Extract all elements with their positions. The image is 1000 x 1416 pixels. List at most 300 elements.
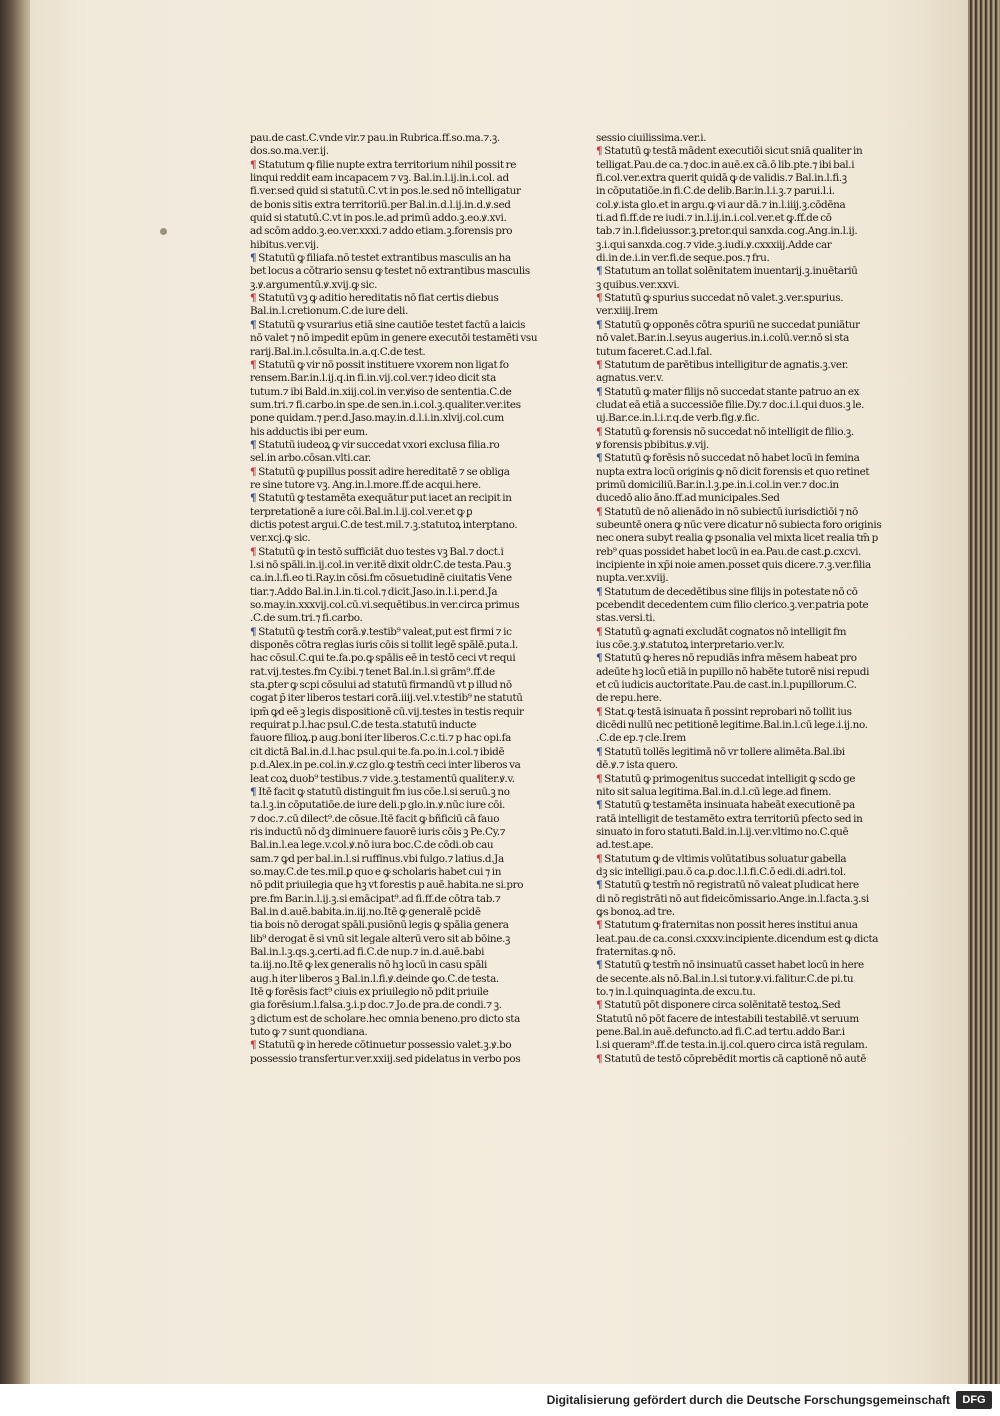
text-line-content: Statutū ꝙ forensis nō succedat nō intelligit de filio.ꝫ. xyxy=(604,425,854,438)
text-line xyxy=(596,692,914,705)
text-line-content: Statutum de decedētibus sine filijs in potestate nō cō xyxy=(604,585,858,598)
text-line-content: cogat p̄ iter liberos testari corā.iiij.vel.v.testib⁹ ne statutū xyxy=(250,692,523,705)
text-line xyxy=(250,132,545,145)
text-line xyxy=(596,292,914,305)
text-line-content: quid si statutū.C.vt in pos.le.ad primū addo.ꝫ.eo.ꝟ.xvi. xyxy=(250,212,507,225)
blue-paragraph-mark-icon: ¶ xyxy=(596,799,603,812)
text-line-content: Bal.in.l.ea lege.v.col.ꝟ.nō iura boc.C.de cōdi.ob cau xyxy=(250,839,494,852)
text-line-content: fraternitas.ꝙ nō. xyxy=(596,945,676,958)
text-line-content: hac cōsul.C.qui te.fa.po.ꝙ spālis eē in testō ceci vt requi xyxy=(250,652,516,665)
text-line-content: Bal.in.l.ꝫ.qs.ꝫ.certi.ad fi.C.de nup.⁊ in.d.auē.babi xyxy=(250,945,485,958)
text-line-content: primū domiciliū.Bar.in.l.ꝫ.pe.in.i.col.in ver.⁊ doc.in xyxy=(596,478,839,491)
text-line xyxy=(250,506,545,519)
text-line xyxy=(596,559,914,572)
text-line-content: rat.vij.testes.fm Cy.ibi.⁊ tenet Bal.in.l.si grām⁹.ff.de xyxy=(250,665,495,678)
text-line xyxy=(250,492,545,505)
text-line-content: fi.ver.sed quid si statutū.C.vt in pos.le.sed nō intelligatur xyxy=(250,185,521,198)
text-line xyxy=(596,359,914,372)
text-line xyxy=(250,1039,545,1052)
red-paragraph-mark-icon: ¶ xyxy=(596,772,603,785)
text-line xyxy=(596,452,914,465)
text-line-content: sessio ciuilissima.ver.i. xyxy=(596,132,707,144)
blue-paragraph-mark-icon: ¶ xyxy=(250,625,257,638)
red-paragraph-mark-icon: ¶ xyxy=(596,292,603,305)
text-line xyxy=(596,412,914,425)
text-line xyxy=(596,346,914,359)
text-line-content: ratā intelligit de testamēto extra territoriū pfecto sed in xyxy=(596,812,863,825)
blue-paragraph-mark-icon: ¶ xyxy=(250,438,257,451)
text-line-content: de secente.als nō.Bal.in.l.si tutor.ꝟ.vi.falitur.C.de pi.tu xyxy=(596,972,854,985)
text-line xyxy=(250,412,545,425)
text-line xyxy=(250,466,545,479)
text-line xyxy=(250,599,545,612)
text-line-content: ꝫ.i.qui sanxda.cog.⁊ vide.ꝫ.iudi.ꝟ.cxxxiij.Adde car xyxy=(596,238,832,251)
text-line xyxy=(250,519,545,532)
text-line-content: Statutū ꝙ filiafa.nō testet extrantibus masculis an ha xyxy=(258,252,511,265)
text-line-content: fauore filioꝝ.p aug.boni iter liberos.C.c.ti.⁊ p hac opi.fa xyxy=(250,732,511,745)
text-line xyxy=(596,759,914,772)
text-line xyxy=(250,252,545,265)
text-line-content: to.⁊ in.l.quinquaginta.de excu.tu. xyxy=(596,986,756,998)
red-paragraph-mark-icon: ¶ xyxy=(250,545,257,558)
text-line xyxy=(250,532,545,545)
text-line-content: Statutū ꝙ opponēs cōtra spuriū ne succedat puniātur xyxy=(604,318,860,331)
text-line xyxy=(596,1039,914,1052)
text-line xyxy=(250,265,545,278)
text-line-content: dictis potest argui.C.de test.mil.⁊.ꝫ.statutoꝝ interptano. xyxy=(250,518,518,531)
text-line xyxy=(250,185,545,198)
text-line xyxy=(250,679,545,692)
text-line xyxy=(596,679,914,692)
text-line-content: Statutū ꝙ forēsis nō succedat nō habet locū in femina xyxy=(604,452,860,465)
text-line-content: in cōputatiōe.in fi.C.de delib.Bar.in.l.i.ꝫ.⁊ parui.l.i. xyxy=(596,185,835,198)
blue-paragraph-mark-icon: ¶ xyxy=(596,385,603,398)
text-line xyxy=(596,239,914,252)
text-line xyxy=(596,799,914,812)
text-line-content: Statutum ꝙ fraternitas non possit heres institui anua xyxy=(604,919,858,932)
text-line xyxy=(250,559,545,572)
text-line xyxy=(596,599,914,612)
text-line-content: cludat eā etiā a successiōe filie.Dy.⁊ doc.i.l.qui duos.ꝫ le. xyxy=(596,398,865,411)
text-column-left xyxy=(250,132,545,1066)
text-line xyxy=(250,1053,545,1066)
text-line-content: Statutū ꝙ vir nō possit instituere vxorem non ligat fo xyxy=(258,358,509,371)
text-line-content: subeuntē onera ꝙ nūc vere dicatur nō subiecta foro originis xyxy=(596,518,882,531)
text-line-content: Statutū ꝙ testā mādent executiōi sicut sniā qualiter in xyxy=(604,145,863,158)
text-line xyxy=(250,986,545,999)
text-line-content: tuto ꝙ ⁊ sunt quondiana. xyxy=(250,1026,368,1039)
text-line-content: ꝟ forensis pbibitus.ꝟ.vij. xyxy=(596,438,709,451)
text-line-content: adeūte hꝫ locū etiā in pupillo nō habēte tutorē nisi repudi xyxy=(596,665,870,678)
text-line xyxy=(596,586,914,599)
text-line-content: lib⁹ derogat ē si vnū sit legale alterū vero sit ab bōine.ꝫ xyxy=(250,932,510,945)
text-line xyxy=(250,692,545,705)
text-line xyxy=(250,999,545,1012)
adjacent-page-edge xyxy=(970,0,1000,1384)
text-line-content: ad.test.ape. xyxy=(596,839,654,852)
text-line-content: requirat p.l.hac psul.C.de testa.statutū inducte xyxy=(250,719,477,732)
text-line xyxy=(250,973,545,986)
text-line-content: nō valet ⁊ nō impedit epūm in genere executōi testamēti vsu xyxy=(250,332,538,345)
text-line-content: l.si queram⁹.ff.de testa.in.ij.col.quero circa istā regulam. xyxy=(596,1039,868,1052)
text-line-content: ris inductū nō dꝫ diminuere fauorē iuris cōis ꝫ Pe.Cy.⁊ xyxy=(250,825,506,838)
text-line-content: disponēs cōtra reglas iuris cōis si tollit legē spālē.puta.l. xyxy=(250,639,518,652)
text-line xyxy=(596,279,914,292)
text-line-content: ipm̄ ꝙd eē ꝫ legis dispositionē cū.vij.testes in testis requir xyxy=(250,705,524,718)
text-line xyxy=(250,666,545,679)
text-line-content: reb⁹ quas possidet habet locū in ea.Pau.de cast.ꝑ.cxcvi. xyxy=(596,545,862,558)
text-line-content: ꝫ quibus.ver.xxvi. xyxy=(596,278,680,291)
text-line-content: ⁊ doc.⁊.cū dilect⁹.de cōsue.Itē facit ꝙ bñficiū cā fauo xyxy=(250,812,500,825)
text-line-content: gia forēsium.l.falsa.ꝫ.i.p doc.⁊ Jo.de pra.de condi.⁊ ꝫ. xyxy=(250,999,502,1012)
text-line xyxy=(250,706,545,719)
text-line-content: Statutū ꝙ pupillus possit adire hereditatē ⁊ se obliga xyxy=(258,465,510,478)
text-line xyxy=(596,212,914,225)
text-line-content: sel.in arbo.cōsan.vlti.car. xyxy=(250,452,371,465)
red-paragraph-mark-icon: ¶ xyxy=(596,919,603,932)
text-line-content: Statutū ꝙ testm̄ nō registratū nō valeat pIudicat here xyxy=(604,879,859,892)
text-line xyxy=(596,893,914,906)
text-line-content: ꝙs bonoꝝ.ad tre. xyxy=(596,905,675,918)
text-line xyxy=(250,546,545,559)
text-line-content: nupta extra locū originis ꝙ nō dicit forensis et quo retinet xyxy=(596,465,870,478)
text-line-content: Statutū ꝙ mater filijs nō succedat stante patruo an ex xyxy=(604,385,860,398)
text-line-content: .C.de ep.⁊ cle.Irem xyxy=(596,732,686,745)
text-line xyxy=(596,1013,914,1026)
blue-paragraph-mark-icon: ¶ xyxy=(596,585,603,598)
text-line-content: pcebendit decedentem cum filio clerico.ꝫ.ver.patria pote xyxy=(596,599,869,612)
text-line-content: dꝫ sic intelligi.pau.ō ca.ꝑ.doc.l.l.fi.C.ō edi.di.adri.tol. xyxy=(596,865,846,878)
blue-paragraph-mark-icon: ¶ xyxy=(596,318,603,331)
text-line xyxy=(596,986,914,999)
text-line-content: sinuato in foro statuti.Bald.in.l.ij.ver.vltimo no.C.quē xyxy=(596,825,849,838)
text-line xyxy=(596,225,914,238)
text-line xyxy=(596,466,914,479)
text-line xyxy=(596,919,914,932)
text-line xyxy=(596,319,914,332)
text-line-content: Statutū ꝙ spurius succedat nō valet.ꝫ.ver.spurius. xyxy=(604,292,844,305)
text-line xyxy=(250,639,545,652)
text-line-content: ꝫ dictum est de scholare.hec omnia beneno.pro dicto sta xyxy=(250,1012,520,1025)
text-line xyxy=(596,386,914,399)
text-line-content: cit dictā Bal.in.d.l.hac psul.qui te.fa.po.in.i.col.⁊ ibidē xyxy=(250,745,505,758)
text-line xyxy=(250,759,545,772)
text-line xyxy=(250,813,545,826)
text-line xyxy=(596,719,914,732)
text-line xyxy=(596,826,914,839)
text-line-content: bet locus a cōtrario sensu ꝙ testet nō extrantibus masculis xyxy=(250,265,530,278)
text-line-content: ꝫ.ꝟ.argumentū.ꝟ.xvij.ꝙ sic. xyxy=(250,278,378,291)
text-line xyxy=(596,773,914,786)
text-line-content: Itē facit ꝙ statutū distinguit fm ius cōe.l.si seruū.ꝫ no xyxy=(258,785,510,798)
text-line-content: dos.so.ma.ver.ij. xyxy=(250,145,329,158)
text-line xyxy=(596,159,914,172)
text-line xyxy=(596,399,914,412)
text-line xyxy=(596,973,914,986)
text-line xyxy=(250,305,545,318)
text-line-content: dicēdi nullū nec petitionē legitime.Bal.in.l.cū lege.i.ij.no. xyxy=(596,719,868,732)
text-line xyxy=(596,652,914,665)
text-line xyxy=(250,225,545,238)
text-line xyxy=(250,479,545,492)
text-line xyxy=(250,746,545,759)
text-line xyxy=(596,372,914,385)
text-line-content: sta.ꝑter ꝙ scpi cōsului ad statutū firmandū vt p illud nō xyxy=(250,679,512,692)
text-line xyxy=(596,132,914,145)
text-line xyxy=(250,906,545,919)
text-line xyxy=(250,239,545,252)
text-line xyxy=(596,866,914,879)
text-line xyxy=(250,452,545,465)
text-line xyxy=(250,773,545,786)
text-line xyxy=(250,933,545,946)
text-line xyxy=(596,946,914,959)
text-line xyxy=(250,212,545,225)
text-line-content: hibitus.ver.vij. xyxy=(250,238,319,251)
red-paragraph-mark-icon: ¶ xyxy=(250,465,257,478)
text-line-content: di.in de.i.in ver.fi.de seque.pos.⁊ fru. xyxy=(596,252,770,265)
text-line-content: Statutū tollēs legitimā nō vr tollere alimēta.Bal.ibi xyxy=(604,745,845,758)
text-line xyxy=(250,372,545,385)
red-paragraph-mark-icon: ¶ xyxy=(596,145,603,158)
text-line xyxy=(596,906,914,919)
text-line-content: so.may.in.xxxvij.col.cū.vi.sequētibus.in ver.circa primus xyxy=(250,599,520,612)
text-line-content: l.si nō spāli.in.ij.col.in ver.itē dixit oldr.C.de testa.Pau.ꝫ xyxy=(250,559,511,571)
text-line-content: rensem.Bar.in.l.ij.q.in fi.in.vij.col.ver.⁊ ideo dicit sta xyxy=(250,372,496,385)
text-line-content: Statutū ꝙ in testō sufficiāt duo testes vꝫ Bal.⁊ doct.i xyxy=(258,545,504,558)
text-line-content: aug.h iter liberos ꝫ Bal.in.l.fi.ꝟ.deinde ꝙo.C.de testa. xyxy=(250,972,499,985)
text-line xyxy=(250,879,545,892)
text-line xyxy=(250,159,545,172)
text-line-content: ver.xcj.ꝙ sic. xyxy=(250,532,311,545)
text-line-content: ta.l.ꝫ.in cōputatiōe.de iure deli.p glo.in.ꝟ.nūc iure cōi. xyxy=(250,799,506,812)
text-line xyxy=(596,265,914,278)
text-line xyxy=(250,959,545,972)
text-line-content: Statutū pōt disponere circa solēnitatē testoꝝ.Sed xyxy=(604,999,841,1012)
red-paragraph-mark-icon: ¶ xyxy=(596,625,603,638)
text-line-content: Statutum ꝙ de vltimis volūtatibus soluatur gabella xyxy=(604,852,847,865)
text-line xyxy=(250,919,545,932)
text-line-content: tiar.⁊.Addo Bal.in.l.in.ti.col.⁊ dicit.Jaso.in.l.i.per.d.Ja xyxy=(250,585,498,598)
text-line-content: ca.in.l.fi.eo ti.Ray.in cōsi.fm cōsuetudinē ciuitatis Vene xyxy=(250,572,512,585)
blue-paragraph-mark-icon: ¶ xyxy=(250,785,257,798)
red-paragraph-mark-icon: ¶ xyxy=(250,158,257,171)
text-line xyxy=(250,439,545,452)
text-line xyxy=(250,839,545,852)
text-line xyxy=(596,639,914,652)
text-line xyxy=(596,1026,914,1039)
blue-paragraph-mark-icon: ¶ xyxy=(596,265,603,278)
text-line xyxy=(596,666,914,679)
text-line xyxy=(596,853,914,866)
text-line-content: fi.col.ver.extra querit quidā ꝙ de validis.⁊ Bal.in.l.fi.ꝫ xyxy=(596,172,847,185)
text-line-content: incipiente in xp̄i noie amen.posset quis dicere.⁊.ꝫ.ver.filia xyxy=(596,559,871,571)
text-line-content: ver.xiiij.Irem xyxy=(596,305,658,318)
text-line xyxy=(250,866,545,879)
red-paragraph-mark-icon: ¶ xyxy=(596,505,603,518)
text-line-content: sum.tri.⁊ fi.carbo.in spe.de sen.in.i.col.ꝫ.qualiter.ver.ites xyxy=(250,398,521,411)
text-line-content: tutum faceret.C.ad.l.fal. xyxy=(596,345,713,358)
text-line-content: Statutum de parētibus intelligitur de agnatis.ꝫ.ver. xyxy=(604,358,849,371)
blue-paragraph-mark-icon: ¶ xyxy=(250,492,257,505)
text-line xyxy=(250,319,545,332)
text-line xyxy=(596,439,914,452)
text-line-content: Statutū vꝫ ꝙ aditio hereditatis nō fiat certis diebus xyxy=(258,292,499,305)
text-line xyxy=(250,893,545,906)
text-line-content: Statutū ꝙ testm̄ nō insinuatū casset habet locū in here xyxy=(604,959,864,972)
dfg-logo: DFG xyxy=(956,1391,992,1409)
text-line-content: re sine tutore vꝫ. Ang.in.l.more.ff.de acqui.here. xyxy=(250,478,481,491)
text-line xyxy=(250,572,545,585)
text-line-content: nupta.ver.xviij. xyxy=(596,572,669,585)
text-line xyxy=(596,546,914,559)
text-line xyxy=(596,572,914,585)
text-line xyxy=(596,506,914,519)
text-line xyxy=(596,879,914,892)
text-line xyxy=(596,492,914,505)
text-line-content: Bal.in d.auē.babita.in.iij.no.Itē ꝙ generalē pcidē xyxy=(250,905,481,918)
text-line xyxy=(596,839,914,852)
text-line-content: nec onera subyt realia ꝙ psonalia vel mixta licet realia tm̄ p xyxy=(596,532,878,545)
text-column-right xyxy=(596,132,914,1066)
text-line-content: Statutū ꝙ testm̄ corā.ꝟ.testib⁹ valeat,put est firmi ⁊ ic xyxy=(258,625,512,638)
text-line xyxy=(250,399,545,412)
text-line-content: his adductis ibi per eum. xyxy=(250,425,368,438)
text-line xyxy=(596,612,914,625)
text-line-content: di nō registrāti nō aut fideicōmissario.Ange.in.l.facta.ꝫ.si xyxy=(596,892,869,905)
funding-notice: Digitalisierung gefördert durch die Deutsche Forschungsgemeinschaft xyxy=(546,1393,950,1407)
text-line-content: ta.iij.no.Itē ꝙ lex generalis nō hꝫ locū in casu spāli xyxy=(250,959,488,972)
text-line-content: linqui reddit eam incapacem ⁊ vꝫ. Bal.in.l.ij.in.i.col. ad xyxy=(250,172,509,185)
text-line-content: de bonis sitis extra territoriū.per Bal.in.d.l.ij.in.d.ꝟ.sed xyxy=(250,198,511,211)
text-line xyxy=(596,786,914,799)
blue-paragraph-mark-icon: ¶ xyxy=(596,959,603,972)
text-line-content: Itē ꝙ forēsis fact⁹ ciuis ex priuilegio nō pdit priuile xyxy=(250,986,489,998)
text-line xyxy=(250,626,545,639)
text-line xyxy=(250,199,545,212)
text-line-content: Statutum an tollat solēnitatem inuentarij.ꝫ.inuētariū xyxy=(604,265,858,278)
paper-wormhole xyxy=(160,228,167,235)
text-line xyxy=(250,1013,545,1026)
text-line-content: leat coꝝ duob⁹ testibus.⁊ vide.ꝫ.testamentū qualiter.ꝟ.v. xyxy=(250,772,515,785)
red-paragraph-mark-icon: ¶ xyxy=(250,358,257,371)
text-line xyxy=(250,586,545,599)
text-line xyxy=(596,305,914,318)
text-line-content: nō pdit priuilegia que hꝫ vt forestis p auē.habita.ne si.pro xyxy=(250,879,524,892)
text-line xyxy=(250,332,545,345)
text-line xyxy=(596,332,914,345)
text-line-content: Stat.ꝙ testā isinuata ñ possint reprobari nō tollit ius xyxy=(604,705,852,718)
red-paragraph-mark-icon: ¶ xyxy=(596,425,603,438)
text-line xyxy=(596,1053,914,1066)
text-line xyxy=(596,185,914,198)
text-line xyxy=(250,426,545,439)
text-line xyxy=(250,612,545,625)
text-line-content: telligat.Pau.de ca.⁊ doc.in auē.ex cā.ō lib.pte.⁊ ibi bal.i xyxy=(596,158,855,171)
text-line-content: rarij.Bal.in.l.cōsulta.in.a.q.C.de test. xyxy=(250,345,426,358)
text-line-content: tab.⁊ in.l.fideiussor.ꝫ.pretor.qui sanxda.cog.Ang.in.l.ij. xyxy=(596,225,858,238)
text-line xyxy=(250,279,545,292)
text-line-content: tia bois nō derogat spāli.pusiōnū legis ꝙ spālia genera xyxy=(250,919,509,932)
text-line-content: Statutū ꝙ vsurarius etiā sine cautiōe testet factū a laicis xyxy=(258,318,526,331)
text-line xyxy=(596,145,914,158)
footer-bar xyxy=(0,1384,1000,1416)
text-line-content: Statutū ꝙ testamēta exequātur put iacet an recipit in xyxy=(258,492,512,505)
text-line xyxy=(250,172,545,185)
text-line-content: Statutū de testō cōprebēdit mortis cā captionē nō autē xyxy=(604,1052,867,1065)
blue-paragraph-mark-icon: ¶ xyxy=(596,652,603,665)
text-line xyxy=(596,732,914,745)
text-line xyxy=(250,853,545,866)
red-paragraph-mark-icon: ¶ xyxy=(596,358,603,371)
red-paragraph-mark-icon: ¶ xyxy=(250,292,257,305)
text-line-content: uj.Bar.ce.in.l.i.r.q.de verb.fig.ꝟ.fic. xyxy=(596,412,760,425)
text-line xyxy=(596,626,914,639)
text-line-content: agnatus.ver.v. xyxy=(596,372,664,385)
text-line-content: col.ꝟ.ista glo.et in argu.ꝙ vi aur dā.⁊ in.l.iiij.ꝫ.cōdēna xyxy=(596,198,846,211)
text-line-content: nito sit salua legitima.Bal.in.d.l.cū lege.ad finem. xyxy=(596,785,832,798)
text-line xyxy=(250,292,545,305)
text-line xyxy=(596,933,914,946)
text-line xyxy=(596,426,914,439)
text-line xyxy=(596,252,914,265)
text-line-content: dē.ꝟ.⁊ ista quero. xyxy=(596,759,678,772)
red-paragraph-mark-icon: ¶ xyxy=(250,1039,257,1052)
text-line xyxy=(250,1026,545,1039)
text-line xyxy=(250,732,545,745)
text-line xyxy=(596,199,914,212)
text-line-content: Statutum ꝙ filie nupte extra territorium nihil possit re xyxy=(258,158,517,171)
red-paragraph-mark-icon: ¶ xyxy=(596,999,603,1012)
text-line-content: Statutū de nō alienādo in nō subiectū iurisdictiōi ⁊ nō xyxy=(604,505,858,518)
text-line xyxy=(596,746,914,759)
text-line-content: possessio transfertur.ver.xxiij.sed pidelatus in verbo pos xyxy=(250,1052,521,1065)
text-line xyxy=(596,706,914,719)
text-line-content: so.may.C.de tes.mil.ꝑ quo e ꝙ scholaris habet cui ⁊ in xyxy=(250,865,502,878)
text-line-content: terpretationē a iure cōi.Bal.in.l.ij.col.ver.et ꝙ ꝑ xyxy=(250,505,473,518)
text-line xyxy=(250,946,545,959)
text-line-content: ad scōm addo.ꝫ.eo.ver.xxxi.⁊ addo etiam.ꝫ.forensis pro xyxy=(250,225,513,238)
text-line-content: Statutū ꝙ in herede cōtinuetur possessio valet.ꝫ.ꝟ.bo xyxy=(258,1039,512,1052)
text-line-content: et cū iudicis auctoritate.Pau.de cast.in.l.pupillorum.C. xyxy=(596,679,857,692)
text-line-content: pene.Bal.in auē.defuncto.ad fi.C.ad tertu.addo Bar.i xyxy=(596,1026,845,1039)
text-line-content: pone quidam.⁊ per.d.Jaso.may.in.d.l.i.in.xlvij.col.cum xyxy=(250,412,504,425)
text-line xyxy=(596,813,914,826)
text-line-content: Statutū iudeoꝝ ꝙ vir succedat vxori exclusa filia.ro xyxy=(258,438,500,451)
text-line-content: ducedō alio āno.ff.ad municipales.Sed xyxy=(596,492,780,505)
text-line-content: sam.⁊ ꝙd per bal.in.l.si ruffinus.vbi fulgo.⁊ latius.d.Ja xyxy=(250,852,504,865)
text-line-content: leat.pau.de ca.consi.cxxxv.incipiente.dicendum est ꝙ dicta xyxy=(596,932,879,945)
text-line xyxy=(250,719,545,732)
blue-paragraph-mark-icon: ¶ xyxy=(596,745,603,758)
text-line-content: tutum.⁊ ibi Bald.in.xiij.col.in ver.ꝟiso de sententia.C.de xyxy=(250,385,512,398)
text-line-content: de repu.here. xyxy=(596,692,662,705)
text-line-content: Bal.in.l.cretionum.C.de iure deli. xyxy=(250,305,408,318)
blue-paragraph-mark-icon: ¶ xyxy=(250,318,257,331)
text-line xyxy=(596,532,914,545)
text-line-content: p.d.Alex.in pe.col.in.ꝟ.cz glo.ꝙ testm̄ ceci inter liberos va xyxy=(250,759,521,772)
text-line-content: pre.fm Bar.in.l.ij.ꝫ.si emācipat⁹.ad fi.ff.de cōtra tab.⁊ xyxy=(250,892,501,905)
text-line-content: Statutū ꝙ agnati excludāt cognatos nō intelligit fm xyxy=(604,625,847,638)
text-line-content: stas.versi.ti. xyxy=(596,612,656,625)
text-line-content: Statutū nō pōt facere de intestabili testabilē.vt seruum xyxy=(596,1012,859,1025)
text-line xyxy=(250,786,545,799)
blue-paragraph-mark-icon: ¶ xyxy=(596,879,603,892)
text-line xyxy=(596,519,914,532)
text-line xyxy=(596,959,914,972)
text-line-content: Statutū ꝙ primogenitus succedat intelligit ꝙ scdo ge xyxy=(604,772,856,785)
text-line xyxy=(250,359,545,372)
